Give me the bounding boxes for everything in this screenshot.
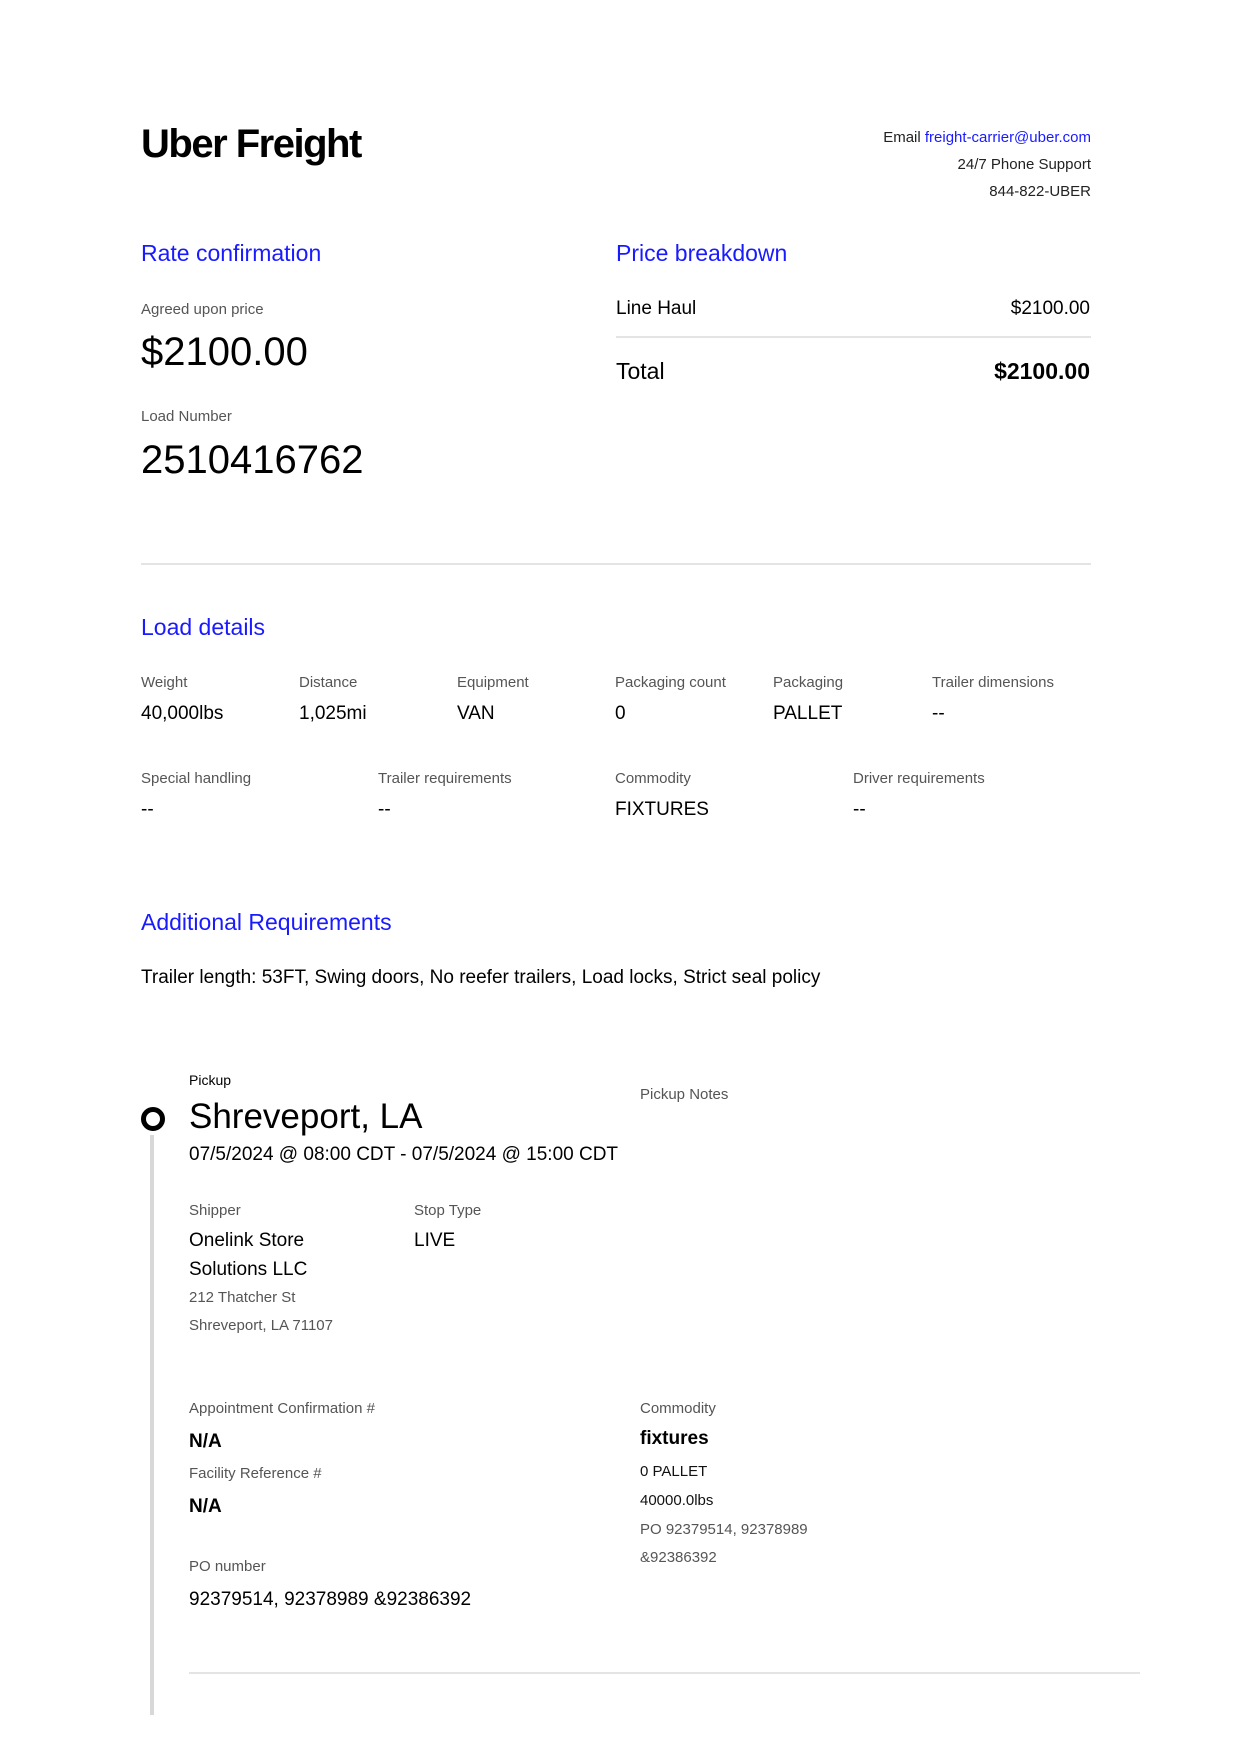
total-value: $2100.00 bbox=[994, 358, 1090, 384]
line-haul-label: Line Haul bbox=[616, 298, 697, 319]
shipper-name-line-2: Solutions LLC bbox=[189, 1259, 308, 1280]
additional-requirements-title: Additional Requirements bbox=[141, 909, 392, 935]
phone-number: 844-822-UBER bbox=[989, 183, 1091, 200]
pickup-divider bbox=[189, 1672, 1140, 1674]
equipment-label: Equipment bbox=[457, 674, 529, 691]
stop-type-label: Stop Type bbox=[414, 1202, 482, 1219]
agreed-price-label: Agreed upon price bbox=[141, 301, 264, 318]
trailer-dimensions-label: Trailer dimensions bbox=[932, 674, 1054, 691]
load-details-title: Load details bbox=[141, 614, 266, 640]
pickup-commodity-name: fixtures bbox=[640, 1428, 709, 1449]
email-label: Email bbox=[883, 129, 921, 146]
driver-requirements-value: -- bbox=[853, 799, 866, 820]
appointment-confirmation-value: N/A bbox=[189, 1431, 222, 1452]
pickup-commodity-count: 0 PALLET bbox=[640, 1463, 708, 1480]
packaging-label: Packaging bbox=[773, 674, 844, 691]
agreed-price-value: $2100.00 bbox=[141, 330, 308, 374]
pickup-notes-label: Pickup Notes bbox=[640, 1086, 729, 1103]
additional-requirements-text: Trailer length: 53FT, Swing doors, No reefer trailers, Load locks, Strict seal policy bbox=[141, 967, 821, 988]
phone-support-label: 24/7 Phone Support bbox=[957, 156, 1091, 173]
packaging-count-label: Packaging count bbox=[615, 674, 726, 691]
weight-value: 40,000lbs bbox=[141, 703, 224, 724]
email-line bbox=[883, 128, 1091, 148]
pickup-commodity-po-line-1: PO 92379514, 92378989 bbox=[640, 1521, 808, 1538]
price-breakdown-title: Price breakdown bbox=[616, 240, 788, 266]
driver-requirements-label: Driver requirements bbox=[853, 770, 985, 787]
shipper-name-line-1: Onelink Store bbox=[189, 1230, 305, 1251]
distance-value: 1,025mi bbox=[299, 703, 367, 724]
section-divider bbox=[141, 563, 1091, 565]
commodity-label: Commodity bbox=[615, 770, 691, 787]
load-number-value: 2510416762 bbox=[141, 438, 364, 482]
load-number-label: Load Number bbox=[141, 408, 232, 425]
packaging-value: PALLET bbox=[773, 703, 843, 724]
shipper-address-line-2: Shreveport, LA 71107 bbox=[189, 1317, 333, 1334]
trailer-requirements-label: Trailer requirements bbox=[378, 770, 512, 787]
price-divider bbox=[616, 336, 1091, 338]
packaging-count-value: 0 bbox=[615, 703, 626, 724]
facility-reference-label: Facility Reference # bbox=[189, 1465, 322, 1482]
line-haul-value: $2100.00 bbox=[1010, 298, 1090, 319]
trailer-requirements-value: -- bbox=[378, 799, 391, 820]
shipper-label: Shipper bbox=[189, 1202, 241, 1219]
pickup-city: Shreveport, LA bbox=[189, 1097, 423, 1136]
commodity-value: FIXTURES bbox=[615, 799, 709, 820]
uber-freight-logo: Uber Freight bbox=[141, 122, 361, 166]
pickup-tag: Pickup bbox=[189, 1072, 232, 1088]
total-label: Total bbox=[616, 358, 665, 384]
email-link[interactable]: freight-carrier@uber.com bbox=[924, 129, 1091, 146]
pickup-stop-marker bbox=[141, 1107, 165, 1131]
distance-label: Distance bbox=[299, 674, 358, 691]
weight-label: Weight bbox=[141, 674, 188, 691]
trailer-dimensions-value: -- bbox=[932, 703, 945, 724]
po-number-value: 92379514, 92378989 &92386392 bbox=[189, 1589, 472, 1610]
special-handling-label: Special handling bbox=[141, 770, 252, 787]
shipper-address-line-1: 212 Thatcher St bbox=[189, 1289, 296, 1306]
facility-reference-value: N/A bbox=[189, 1496, 222, 1517]
rate-confirmation-title: Rate confirmation bbox=[141, 240, 322, 266]
timeline-line bbox=[150, 1135, 154, 1715]
appointment-confirmation-label: Appointment Confirmation # bbox=[189, 1400, 375, 1417]
equipment-value: VAN bbox=[457, 703, 495, 724]
special-handling-value: -- bbox=[141, 799, 154, 820]
pickup-window: 07/5/2024 @ 08:00 CDT - 07/5/2024 @ 15:00 CDT bbox=[189, 1144, 619, 1165]
stop-type-value: LIVE bbox=[414, 1230, 456, 1251]
pickup-commodity-label: Commodity bbox=[640, 1400, 716, 1417]
pickup-commodity-po-line-2: &92386392 bbox=[640, 1549, 717, 1566]
pickup-commodity-weight: 40000.0lbs bbox=[640, 1492, 714, 1509]
po-number-label: PO number bbox=[189, 1558, 266, 1575]
